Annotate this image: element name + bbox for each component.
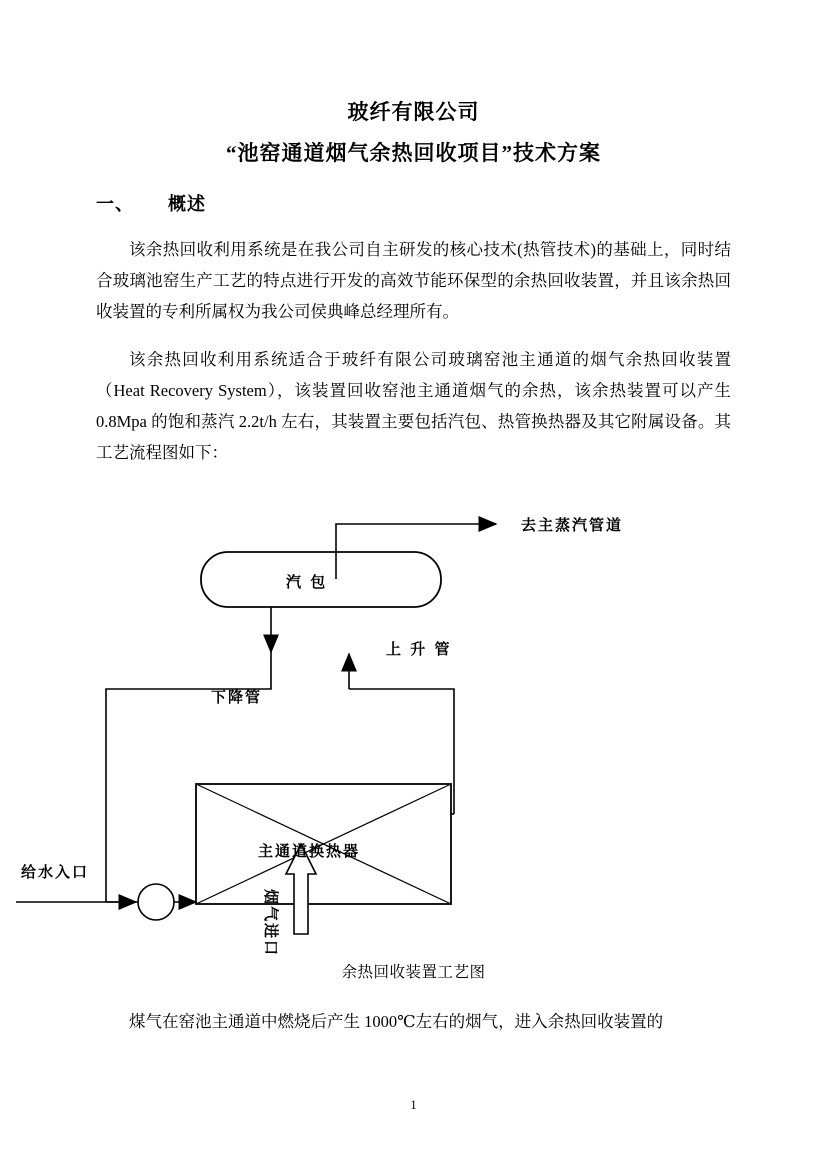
label-riser: 上 升 管 — [386, 640, 452, 658]
paragraph-2: 该余热回收利用系统适合于玻纤有限公司玻璃窑池主通道的烟气余热回收装置（Heat Recovery System），该装置回收窑池主通道烟气的余热，该余热装置可以产生 0.8Mpa 的饱和蒸汽 2.2t/h 左右，其装置主要包括汽包、热管换热器及其它附属设备。其工艺流程图如下： — [96, 349, 731, 462]
label-downcomer: 下降管 — [211, 688, 263, 706]
bottom-paragraph: 煤气在窑池主通道中燃烧后产生 1000℃左右的烟气，进入余热回收装置的 — [129, 1012, 664, 1031]
page-number: 1 — [410, 1098, 417, 1112]
document-title-line1: 玻纤有限公司 — [347, 100, 480, 124]
label-steam-drum: 汽 包 — [286, 573, 328, 591]
label-heat-exchanger: 主通道换热器 — [258, 842, 361, 860]
title-block — [96, 92, 731, 174]
label-steam-outlet: 去主蒸汽管道 — [521, 516, 624, 534]
section-title: 概述 — [168, 194, 206, 214]
label-feedwater-inlet: 给水入口 — [21, 863, 90, 881]
section-number: 一、 — [96, 194, 134, 214]
process-flow-figure — [21, 484, 731, 958]
figure-caption: 余热回收装置工艺图 — [341, 964, 486, 981]
label-flue-gas-inlet: 烟气进口 — [262, 889, 280, 958]
paragraph-1: 该余热回收利用系统是在我公司自主研发的核心技术(热管技术)的基础上，同时结合玻璃池窑生产工艺的特点进行开发的高效节能环保型的余热回收装置，并且该余热回收装置的专利所属权为我公司侯典峰总经理所有。 — [96, 240, 731, 321]
section-heading — [96, 190, 731, 216]
document-title-line2: “池窑通道烟气余热回收项目”技术方案 — [226, 141, 601, 165]
